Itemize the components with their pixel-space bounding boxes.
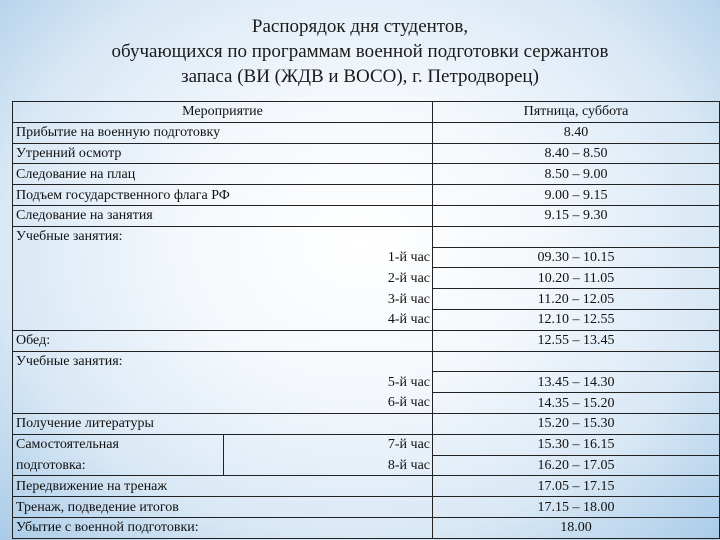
event-cell	[13, 393, 224, 414]
table-row	[13, 330, 720, 351]
event-cell: Прибытие на военную подготовку	[13, 122, 433, 143]
hour-cell: 2-й час	[224, 268, 433, 289]
time-cell: 8.50 – 9.00	[433, 164, 720, 185]
header-event: Мероприятие	[13, 102, 433, 123]
event-cell: Обед:	[13, 330, 433, 351]
time-cell: 15.20 – 15.30	[433, 413, 720, 434]
table-row	[13, 372, 720, 393]
event-cell: Следование на занятия	[13, 205, 433, 226]
time-cell	[433, 226, 720, 247]
event-cell	[13, 268, 224, 289]
table-row	[13, 517, 720, 538]
table-header-row	[13, 102, 720, 123]
time-cell: 12.10 – 12.55	[433, 309, 720, 330]
table-row	[13, 164, 720, 185]
event-cell: Учебные занятия:	[13, 351, 224, 372]
hour-cell: 8-й час	[224, 455, 433, 476]
table-row	[13, 143, 720, 164]
time-cell: 12.55 – 13.45	[433, 330, 720, 351]
page-title	[0, 14, 720, 89]
table-row	[13, 268, 720, 289]
table-row	[13, 122, 720, 143]
time-cell: 18.00	[433, 517, 720, 538]
hour-cell: 5-й час	[224, 372, 433, 393]
hour-cell: 3-й час	[224, 289, 433, 310]
time-cell: 16.20 – 17.05	[433, 455, 720, 476]
table-row	[13, 393, 720, 414]
title-line-1: Распорядок дня студентов,	[251, 16, 469, 37]
event-cell: Утренний осмотр	[13, 143, 433, 164]
hour-cell	[224, 351, 433, 372]
hour-cell: 1-й час	[224, 247, 433, 268]
time-cell: 17.05 – 17.15	[433, 476, 720, 497]
time-cell: 14.35 – 15.20	[433, 393, 720, 414]
table-row	[13, 309, 720, 330]
table-row	[13, 226, 720, 247]
event-cell: Следование на плац	[13, 164, 433, 185]
time-cell: 8.40	[433, 122, 720, 143]
time-cell	[433, 351, 720, 372]
event-cell: Тренаж, подведение итогов	[13, 497, 433, 518]
table-row	[13, 205, 720, 226]
hour-cell: 6-й час	[224, 393, 433, 414]
title-line-3: запаса (ВИ (ЖДВ и ВОСО), г. Петродворец)	[181, 66, 539, 87]
schedule-table	[12, 101, 720, 539]
event-cell: Получение литературы	[13, 413, 433, 434]
event-cell	[13, 372, 224, 393]
time-cell: 15.30 – 16.15	[433, 434, 720, 455]
table-row	[13, 413, 720, 434]
time-cell: 13.45 – 14.30	[433, 372, 720, 393]
event-cell	[13, 309, 224, 330]
table-row	[13, 247, 720, 268]
time-cell: 17.15 – 18.00	[433, 497, 720, 518]
table-row	[13, 289, 720, 310]
event-cell	[13, 289, 224, 310]
table-row	[13, 434, 720, 455]
hour-cell	[224, 226, 433, 247]
time-cell: 8.40 – 8.50	[433, 143, 720, 164]
time-cell: 11.20 – 12.05	[433, 289, 720, 310]
table-row	[13, 497, 720, 518]
time-cell: 09.30 – 10.15	[433, 247, 720, 268]
table-row	[13, 476, 720, 497]
event-cell: Убытие с военной подготовки:	[13, 517, 433, 538]
time-cell: 9.00 – 9.15	[433, 185, 720, 206]
hour-cell: 7-й час	[224, 434, 433, 455]
event-cell: Передвижение на тренаж	[13, 476, 433, 497]
event-cell: Учебные занятия:	[13, 226, 224, 247]
table-row	[13, 455, 720, 476]
event-cell: подготовка:	[13, 455, 224, 476]
event-cell	[13, 247, 224, 268]
table-row	[13, 185, 720, 206]
header-days: Пятница, суббота	[433, 102, 720, 123]
time-cell: 10.20 – 11.05	[433, 268, 720, 289]
time-cell: 9.15 – 9.30	[433, 205, 720, 226]
title-line-2: обучающихся по программам военной подготовки сержантов	[111, 41, 609, 62]
event-cell: Самостоятельная	[13, 434, 224, 455]
hour-cell: 4-й час	[224, 309, 433, 330]
event-cell: Подъем государственного флага РФ	[13, 185, 433, 206]
table-row	[13, 351, 720, 372]
